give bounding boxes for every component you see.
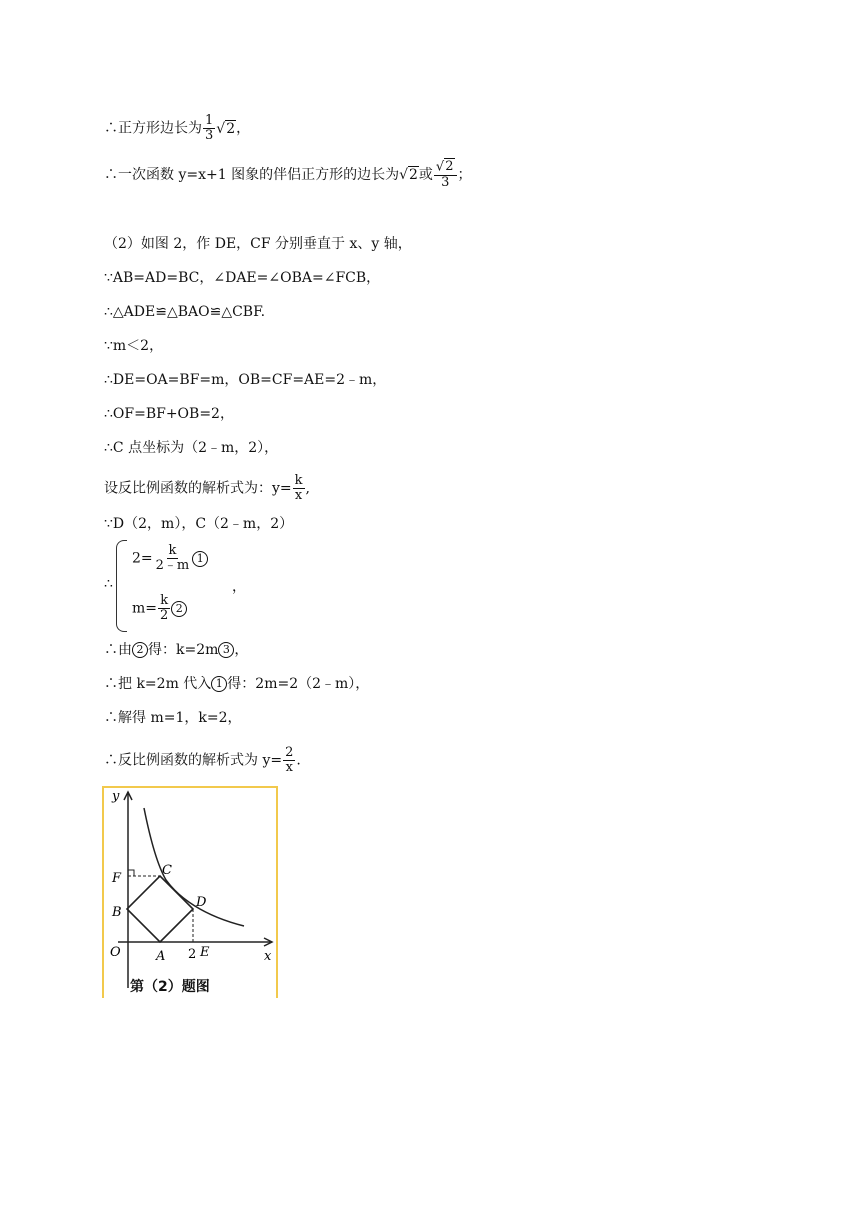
label-c: C	[162, 863, 172, 878]
line-m-condition: ∵m＜2，	[104, 338, 164, 354]
figure-2	[102, 786, 278, 998]
line-congruent: ∴△ADE≌△BAO≌△CBF.	[104, 304, 266, 320]
right-angle-mark	[128, 870, 134, 876]
label-x: x	[264, 949, 272, 964]
label-e: E	[200, 945, 210, 960]
label-d: D	[196, 895, 207, 910]
line-solve: ∴解得 m=1，k=2，	[104, 710, 242, 726]
sqrt-two: √2	[216, 120, 236, 137]
circled-number-2: 2	[171, 601, 187, 617]
line-part2-intro: （2）如图 2，作 DE，CF 分别垂直于 x、y 轴，	[104, 236, 412, 252]
circled-number-2: 2	[132, 642, 148, 658]
label-two: 2	[188, 947, 197, 962]
fraction-2-over-x: $\frac{2}{x}$	[285, 745, 294, 775]
label-b: B	[112, 905, 122, 920]
line-side-length: ∴正方形边长为 $\frac{1}{3}$ √2，	[104, 113, 251, 143]
equation-1: 2= $\frac{k}{2﹣m}$ 1	[132, 544, 208, 573]
equation-system: ∴ 2= $\frac{k}{2﹣m}$ 1 ， m= $\frac{k}{2}$ 2	[104, 540, 304, 636]
therefore-symbol: ∴	[104, 576, 113, 592]
circled-number-1: 1	[211, 676, 227, 692]
fraction-k-over-x: $\frac{k}{x}$	[294, 473, 303, 503]
line-substitute: ∴把 k=2m 代入 1 得：2m=2（2﹣m），	[104, 676, 370, 692]
line-points: ∵D（2，m），C（2﹣m，2）	[104, 516, 294, 532]
line-equal-sides: ∵AB=AD=BC，∠DAE=∠OBA=∠FCB，	[104, 270, 381, 286]
equation-2: m= $\frac{k}{2}$ 2	[132, 594, 187, 623]
fraction-one-third: $\frac{1}{3}$	[205, 113, 214, 143]
label-o: O	[110, 945, 121, 960]
label-a: A	[156, 949, 166, 964]
figure-diagram	[104, 788, 276, 998]
line-c-coordinate: ∴C 点坐标为（2﹣m，2），	[104, 440, 279, 456]
line-companion-square: ∴一次函数 y=x+1 图象的伴侣正方形的边长为√2或 $\frac{√2}{3}$ ；	[104, 159, 472, 190]
line-result: ∴反比例函数的解析式为 y= $\frac{2}{x}$ .	[104, 745, 301, 775]
circled-number-1: 1	[192, 551, 208, 567]
line-of: ∴OF=BF+OB=2，	[104, 406, 234, 422]
label-f: F	[112, 871, 122, 886]
left-brace	[116, 540, 127, 632]
sqrt-two: √2	[399, 166, 418, 183]
label-y: y	[112, 789, 120, 804]
fraction-sqrt2-over-3: $\frac{√2}{3}$	[434, 160, 457, 190]
circled-number-3: 3	[218, 642, 234, 658]
line-inverse-form: 设反比例函数的解析式为：y= $\frac{k}{x}$ ,	[104, 473, 310, 503]
hyperbola-curve	[144, 808, 244, 926]
square-abcd	[127, 876, 193, 942]
figure-caption: 第（2）题图	[130, 979, 210, 995]
line-lengths: ∴DE=OA=BF=m，OB=CF=AE=2﹣m，	[104, 372, 387, 388]
line-from-eq2: ∴由 2 得：k=2m 3 ，	[104, 642, 249, 658]
